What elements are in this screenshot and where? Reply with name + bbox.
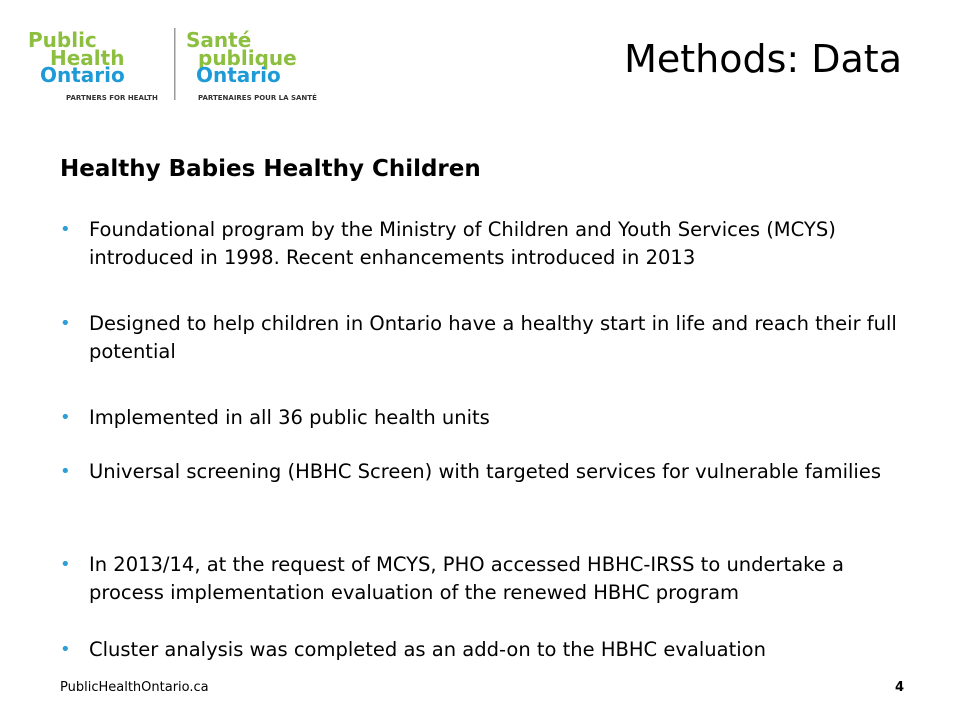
logo-divider xyxy=(174,28,176,100)
section-heading: Healthy Babies Healthy Children xyxy=(60,156,481,182)
logo-fr-tagline: PARTENAIRES POUR LA SANTÉ xyxy=(198,94,317,102)
bullet-text: In 2013/14, at the request of MCYS, PHO accessed HBHC-IRSS to undertake a process implementation evaluation of the renewed HBHC program xyxy=(89,553,844,604)
bullet-dot-icon: • xyxy=(60,461,71,482)
page-number: 4 xyxy=(894,680,904,695)
bullet-dot-icon: • xyxy=(60,554,71,575)
slide-title: Methods: Data xyxy=(624,37,902,81)
logo-fr-line3: Ontario xyxy=(196,63,281,87)
bullet-text: Universal screening (HBHC Screen) with targeted services for vulnerable families xyxy=(89,460,881,483)
public-health-ontario-logo xyxy=(26,24,346,106)
logo-en-line1: Public xyxy=(28,28,97,52)
bullet-item xyxy=(60,551,900,607)
bullet-item xyxy=(60,310,900,366)
bullet-item xyxy=(60,636,900,664)
logo-en-tagline: PARTNERS FOR HEALTH xyxy=(66,94,158,102)
bullet-text: Designed to help children in Ontario have a healthy start in life and reach their full potential xyxy=(89,312,897,363)
logo-en-line3: Ontario xyxy=(40,63,125,87)
bullet-item xyxy=(60,458,900,486)
logo-en-line2: Health xyxy=(50,46,125,70)
bullet-text: Foundational program by the Ministry of Children and Youth Services (MCYS) introduced in 1998. Recent enhancements introduced in 2013 xyxy=(89,218,836,269)
bullet-dot-icon: • xyxy=(60,313,71,334)
bullet-dot-icon: • xyxy=(60,639,71,660)
bullet-item xyxy=(60,404,900,432)
bullet-text: Implemented in all 36 public health units xyxy=(89,406,490,429)
bullet-dot-icon: • xyxy=(60,407,71,428)
footer-website: PublicHealthOntario.ca xyxy=(60,680,209,695)
logo-fr-line1: Santé xyxy=(186,28,252,52)
logo-fr-line2: publique xyxy=(198,46,297,70)
bullet-dot-icon: • xyxy=(60,219,71,240)
bullet-item xyxy=(60,216,900,272)
bullet-text: Cluster analysis was completed as an add-on to the HBHC evaluation xyxy=(89,638,766,661)
